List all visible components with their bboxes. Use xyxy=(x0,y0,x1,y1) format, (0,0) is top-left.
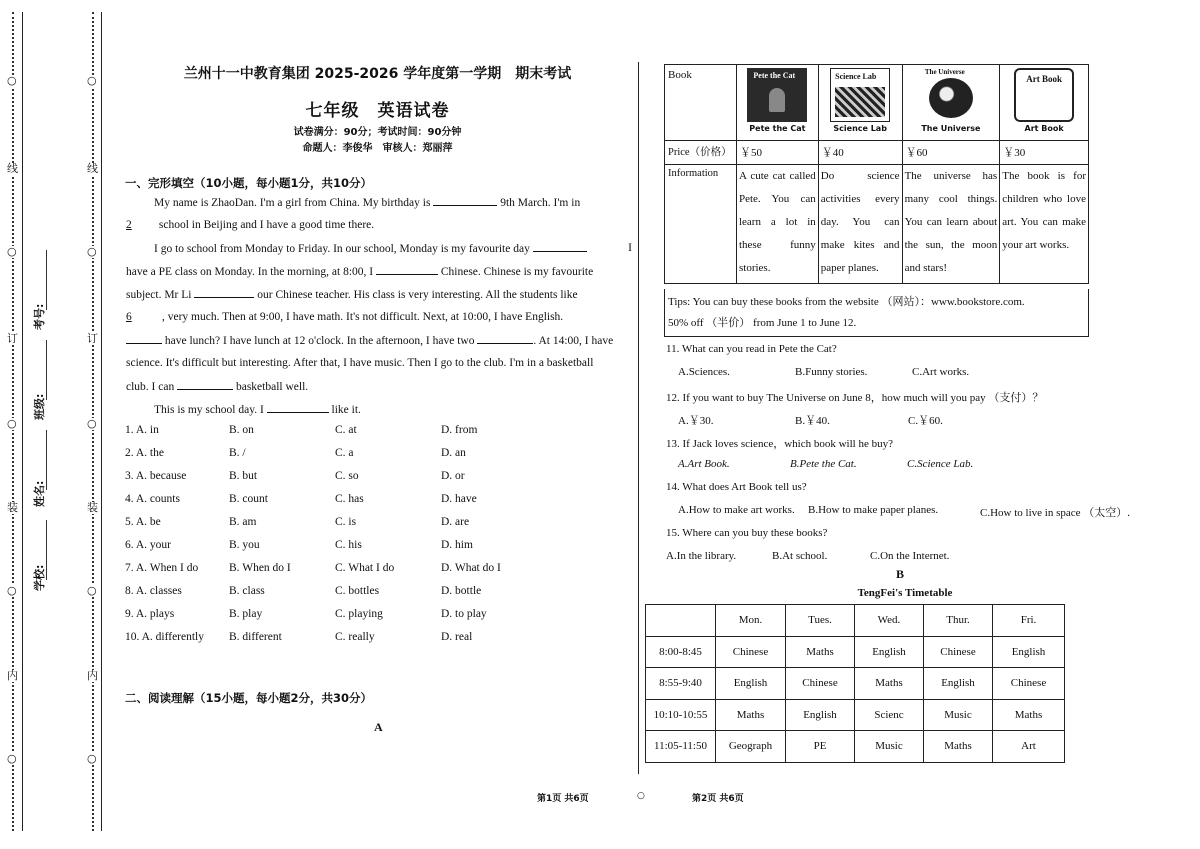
timetable-cell: Maths xyxy=(993,699,1065,731)
option-9c[interactable]: C. playing xyxy=(335,608,383,620)
question-15: 15. Where can you buy these books? xyxy=(666,527,828,539)
blank-4[interactable] xyxy=(376,264,438,275)
binding-char: 线 xyxy=(87,162,98,175)
option-5d[interactable]: D. are xyxy=(441,516,470,528)
timetable-cell: Chinese xyxy=(993,668,1065,700)
option-12a[interactable]: A.￥30. xyxy=(678,415,714,427)
option-5a[interactable]: 5. A. be xyxy=(125,516,161,528)
option-1b[interactable]: B. on xyxy=(229,424,254,436)
binding-circle: ○ xyxy=(7,245,17,258)
price-cell: ￥40 xyxy=(818,141,902,165)
section-cloze-title: 一、完形填空（10小题，每小题1分，共10分） xyxy=(125,176,373,190)
option-14b[interactable]: B.How to make paper planes. xyxy=(808,504,939,516)
timetable-cell: English xyxy=(924,668,993,700)
label-name: 姓名: xyxy=(33,480,46,507)
option-4c[interactable]: C. has xyxy=(335,493,364,505)
option-10c[interactable]: C. really xyxy=(335,631,375,643)
option-5c[interactable]: C. is xyxy=(335,516,357,528)
option-9a[interactable]: 9. A. plays xyxy=(125,608,175,620)
cover-title: Science Lab xyxy=(835,72,877,81)
binding-circle: ○ xyxy=(87,245,97,258)
blank-1[interactable] xyxy=(433,195,497,206)
option-3c[interactable]: C. so xyxy=(335,470,359,482)
blank-10[interactable] xyxy=(267,402,329,413)
footer-circle: ○ xyxy=(637,791,645,801)
price-cell: ￥60 xyxy=(902,141,1000,165)
binding-char: 装 xyxy=(7,501,18,514)
option-2a[interactable]: 2. A. the xyxy=(125,447,164,459)
row-label-book: Book xyxy=(665,65,737,141)
option-1c[interactable]: C. at xyxy=(335,424,357,436)
book-cell xyxy=(1000,65,1089,141)
timetable-day: Tues. xyxy=(786,605,855,637)
option-11a[interactable]: A.Sciences. xyxy=(678,366,730,378)
option-6a[interactable]: 6. A. your xyxy=(125,539,171,551)
option-10a[interactable]: 10. A. differently xyxy=(125,631,204,643)
question-12: 12. If you want to buy The Universe on June 8，how much will you pay （支付）？ xyxy=(666,392,1044,404)
option-10b[interactable]: B. different xyxy=(229,631,282,643)
exam-subtitle: 七年级 英语试卷 xyxy=(305,101,450,121)
binding-char: 内 xyxy=(7,669,18,682)
binding-circle: ○ xyxy=(7,417,17,430)
page-divider xyxy=(638,62,639,774)
timetable-cell: English xyxy=(855,636,924,668)
timetable-time: 8:00-8:45 xyxy=(646,636,716,668)
option-7d[interactable]: D. What do I xyxy=(441,562,501,574)
info-cell: A cute cat called Pete. You can learn a lot in these funny stories. xyxy=(736,165,818,284)
passage-line: I go to school from Monday to Friday. In our school, Monday is my favourite day I xyxy=(154,242,632,255)
option-3d[interactable]: D. or xyxy=(441,470,465,482)
label-school: 学校: xyxy=(33,564,46,591)
option-2d[interactable]: D. an xyxy=(441,447,466,459)
option-13b[interactable]: B.Pete the Cat. xyxy=(790,458,857,470)
binding-solid-line xyxy=(22,12,23,831)
passage-line: My name is ZhaoDan. I'm a girl from China. My birthday is 9th March. I'm in xyxy=(154,197,581,209)
timetable-cell: English xyxy=(716,668,786,700)
book-cover-image xyxy=(830,68,890,122)
option-12b[interactable]: B.￥40. xyxy=(795,415,830,427)
binding-circle: ○ xyxy=(7,584,17,597)
info-cell: Do science activities every day. You can make kites and paper planes. xyxy=(818,165,902,284)
timetable-cell: Music xyxy=(924,699,993,731)
binding-circle: ○ xyxy=(7,74,17,87)
timetable-cell: English xyxy=(993,636,1065,668)
info-cell: The book is for children who love art. You can make your art works. xyxy=(1000,165,1089,284)
binding-circle: ○ xyxy=(87,752,97,765)
part-a-label: A xyxy=(374,720,383,734)
passage-line: 2 school in Beijing and I have a good time there. xyxy=(126,219,375,231)
book-name: Science Lab xyxy=(833,124,887,133)
fill-line-school[interactable] xyxy=(46,520,47,580)
binding-circle: ○ xyxy=(87,74,97,87)
question-11: 11. What can you read in Pete the Cat? xyxy=(666,343,837,355)
option-15b[interactable]: B.At school. xyxy=(772,550,828,562)
binding-char: 内 xyxy=(87,669,98,682)
timetable-cell: Maths xyxy=(786,636,855,668)
label-class: 班级: xyxy=(33,393,46,420)
timetable-cell: Music xyxy=(855,731,924,763)
blank-5[interactable] xyxy=(194,287,254,298)
timetable-title: TengFei's Timetable xyxy=(857,587,953,599)
binding-circle: ○ xyxy=(87,417,97,430)
price-cell: ￥30 xyxy=(1000,141,1089,165)
binding-char: 订 xyxy=(87,332,98,345)
cover-title: The Universe xyxy=(924,68,965,76)
timetable-cell: English xyxy=(786,699,855,731)
timetable-cell: Geograph xyxy=(716,731,786,763)
option-3b[interactable]: B. but xyxy=(229,470,258,482)
option-4b[interactable]: B. count xyxy=(229,493,268,505)
timetable-cell: Art xyxy=(993,731,1065,763)
timetable-cell: Maths xyxy=(855,668,924,700)
passage-line: have a PE class on Monday. In the morning, at 8:00, I Chinese. Chinese is my favourite xyxy=(126,266,594,278)
binding-char: 装 xyxy=(87,501,98,514)
option-8c[interactable]: C. bottles xyxy=(335,585,380,597)
exam-meta-score: 试卷满分：90分；考试时间：90分钟 xyxy=(293,127,462,138)
tips-box xyxy=(664,289,1089,337)
price-cell: ￥50 xyxy=(736,141,818,165)
timetable-day: Fri. xyxy=(993,605,1065,637)
book-cover-image xyxy=(747,68,807,122)
book-cell xyxy=(818,65,902,141)
option-8b[interactable]: B. class xyxy=(229,585,265,597)
timetable xyxy=(645,604,1065,763)
book-table xyxy=(664,64,1089,284)
timetable-day: Wed. xyxy=(855,605,924,637)
option-10d[interactable]: D. real xyxy=(441,631,473,643)
timetable-day: Mon. xyxy=(716,605,786,637)
page-number-1: 第1页 共6页 xyxy=(537,794,589,804)
timetable-day: Thur. xyxy=(924,605,993,637)
option-6b[interactable]: B. you xyxy=(229,539,260,551)
page-number-2: 第2页 共6页 xyxy=(692,794,744,804)
option-13c[interactable]: C.Science Lab. xyxy=(907,458,974,470)
timetable-time: 10:10-10:55 xyxy=(646,699,716,731)
question-13: 13. If Jack loves science，which book will he buy? xyxy=(666,438,893,450)
timetable-cell: Chinese xyxy=(924,636,993,668)
question-14: 14. What does Art Book tell us? xyxy=(666,481,807,493)
binding-char: 订 xyxy=(7,332,18,345)
info-cell: The universe has many cool things. You can learn about the sun, the moon and stars! xyxy=(902,165,1000,284)
option-4d[interactable]: D. have xyxy=(441,493,477,505)
timetable-corner xyxy=(646,605,716,637)
timetable-cell: Scienc xyxy=(855,699,924,731)
timetable-cell: Chinese xyxy=(786,668,855,700)
book-cell xyxy=(736,65,818,141)
book-name: Art Book xyxy=(1024,124,1064,133)
option-15a[interactable]: A.In the library. xyxy=(666,550,737,562)
timetable-time: 11:05-11:50 xyxy=(646,731,716,763)
option-8a[interactable]: 8. A. classes xyxy=(125,585,182,597)
timetable-cell: Chinese xyxy=(716,636,786,668)
label-id: 考号: xyxy=(33,303,46,330)
tips-line-1: Tips: You can buy these books from the website （网站）：www.bookstore.com. xyxy=(668,296,1025,308)
blank-8[interactable] xyxy=(477,333,533,344)
passage-line: This is my school day. I like it. xyxy=(154,404,361,416)
book-cover-image xyxy=(921,68,981,122)
option-7b[interactable]: B. When do I xyxy=(229,562,291,574)
book-name: Pete the Cat xyxy=(749,124,806,133)
timetable-cell: Maths xyxy=(924,731,993,763)
option-9b[interactable]: B. play xyxy=(229,608,263,620)
option-14a[interactable]: A.How to make art works. xyxy=(678,504,795,516)
book-name: The Universe xyxy=(921,124,981,133)
option-13a[interactable]: A.Art Book. xyxy=(678,458,730,470)
exam-title: 兰州十一中教育集团 2025-2026 学年度第一学期 期末考试 xyxy=(183,66,572,82)
passage-line: have lunch? I have lunch at 12 o'clock. In the afternoon, I have two . At 14:00, I have xyxy=(126,333,632,348)
option-6c[interactable]: C. his xyxy=(335,539,362,551)
option-2c[interactable]: C. a xyxy=(335,447,354,459)
passage-line: 6 , very much. Then at 9:00, I have math. It's not difficult. Next, at 10:00, I have English. xyxy=(126,311,564,323)
part-b-label: B xyxy=(896,567,905,581)
option-12c[interactable]: C.￥60. xyxy=(908,415,943,427)
cat-figure xyxy=(769,88,785,112)
option-3a[interactable]: 3. A. because xyxy=(125,470,187,482)
option-11c[interactable]: C.Art works. xyxy=(912,366,970,378)
timetable-time: 8:55-9:40 xyxy=(646,668,716,700)
option-6d[interactable]: D. him xyxy=(441,539,473,551)
option-14c[interactable]: C.How to live in space （太空）. xyxy=(980,507,1131,519)
fill-line-id[interactable] xyxy=(46,250,47,310)
blank-7[interactable] xyxy=(126,333,162,344)
option-1a[interactable]: 1. A. in xyxy=(125,424,159,436)
blank-3[interactable] xyxy=(533,241,587,252)
book-cover-image xyxy=(1014,68,1074,122)
option-11b[interactable]: B.Funny stories. xyxy=(795,366,868,378)
binding-char: 线 xyxy=(7,162,18,175)
section-reading-title: 二、阅读理解（15小题，每小题2分，共30分） xyxy=(125,691,373,705)
row-label-price: Price（价格） xyxy=(665,141,737,165)
option-15c[interactable]: C.On the Internet. xyxy=(870,550,950,562)
blank-6[interactable]: 6 xyxy=(126,311,132,323)
timetable-cell: Maths xyxy=(716,699,786,731)
passage-line: subject. Mr Li our Chinese teacher. His class is very interesting. All the students like xyxy=(126,289,578,301)
book-cell xyxy=(902,65,1000,141)
cover-title: Pete the Cat xyxy=(753,71,796,80)
option-5b[interactable]: B. am xyxy=(229,516,257,528)
row-label-info: Information xyxy=(665,165,737,284)
exam-meta-authors: 命题人：李俊华 审核人：郑丽萍 xyxy=(302,143,453,154)
blank-9[interactable] xyxy=(177,379,233,390)
fill-line-name[interactable] xyxy=(46,430,47,490)
timetable-cell: PE xyxy=(786,731,855,763)
passage-line: science. It's difficult but interesting. After that, I have music. Then I go to the club. I'm in a basketball xyxy=(126,357,594,369)
cover-title: Art Book xyxy=(1026,74,1062,84)
binding-circle: ○ xyxy=(87,584,97,597)
option-9d[interactable]: D. to play xyxy=(441,608,487,620)
option-4a[interactable]: 4. A. counts xyxy=(125,493,180,505)
planet-figure xyxy=(929,78,973,118)
binding-circle: ○ xyxy=(7,752,17,765)
blank-2[interactable]: 2 xyxy=(126,219,132,231)
lab-figure xyxy=(835,87,885,117)
fill-line-class[interactable] xyxy=(46,340,47,400)
tips-line-2: 50% off （半价） from June 1 to June 12. xyxy=(668,317,857,329)
option-7a[interactable]: 7. A. When I do xyxy=(125,562,199,574)
option-7c[interactable]: C. What I do xyxy=(335,562,395,574)
option-8d[interactable]: D. bottle xyxy=(441,585,482,597)
option-1d[interactable]: D. from xyxy=(441,424,478,436)
option-2b[interactable]: B. / xyxy=(229,447,246,459)
passage-line: club. I can basketball well. xyxy=(126,381,309,393)
